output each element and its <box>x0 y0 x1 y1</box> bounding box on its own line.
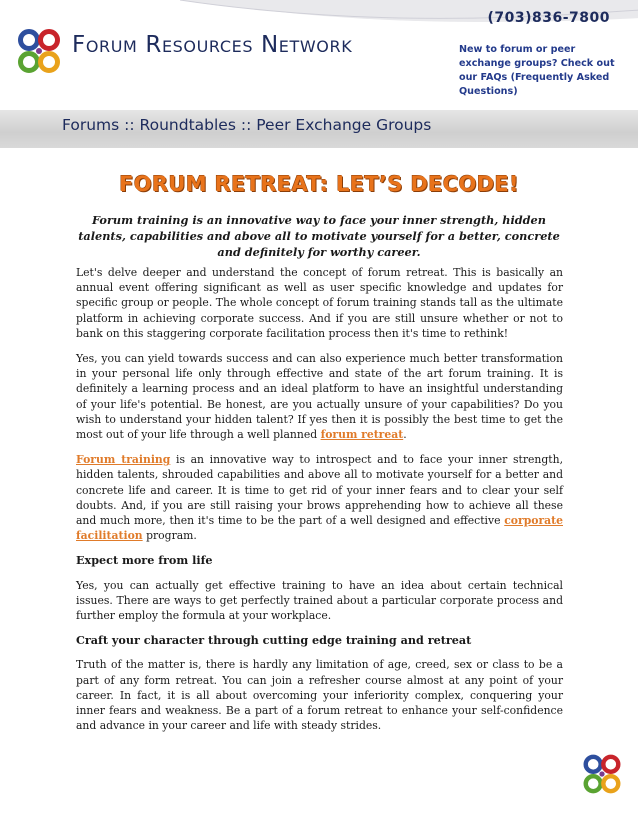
paragraph-5: Truth of the matter is, there is hardly any limitation of age, creed, sex or class to be a part of any form retreat. You can join a refresher course almost at any point of your career. In fact, it is all about overcoming your inferiority complex, conquering your inner fears and weakness. Be a part of a forum retreat to enhance your self-confidence and advance in your career and life with steady strides. <box>76 658 563 733</box>
paragraph-1: Let's delve deeper and understand the concept of forum retreat. This is basically an annual event offering significant as well as user specific knowledge and updates for specific group or people. The whole concept of forum training stands tall as the ultimate platform in achieving corporate success. And if you are still unsure whether or not to bank on this staggering corporate facilitation process then it's time to rethink! <box>76 266 563 340</box>
phone-number[interactable]: (703)836-7800 <box>487 10 610 26</box>
paragraph-3-end: program. <box>142 529 197 543</box>
footer-logo-rings-icon <box>580 752 624 796</box>
paragraph-2-end: . <box>403 428 407 442</box>
nav-item-forums[interactable]: Forums <box>62 116 120 134</box>
paragraph-3 <box>76 452 563 543</box>
nav-separator: :: <box>235 116 257 134</box>
paragraph-4: Yes, you can actually get effective training to have an idea about certain technical issues. There are ways to get perfectly trained about a particular corporate process and further employ the formula at your workplace. <box>76 578 563 623</box>
paragraph-3-text: is an innovative way to introspect and to face your inner strength, hidden talents, shrouded capabilities and above all to motivate yourself for a better and concrete life and career. It is time to get rid of your inner fears and to clear your self doubts. And, if you are still raising your brows apprehending how to achieve all these and much more, then it's time to be the part of a well designed and effective <box>76 453 564 528</box>
corporate-facilitation-link[interactable]: corporate facilitation <box>76 514 563 543</box>
paragraph-2-text: Yes, you can yield towards success and can also experience much better transformation in your personal life only through effective and state of the art forum training. It is definitely a learning process and an ideal platform to have an insightful understanding of your life's potential. Be honest, are you actually unsure of your capabilities? Do you wish to understand your hidden talent? If yes then it is possibly the best time to get the most out of your life through a well planned <box>76 352 563 442</box>
header-banner <box>0 0 638 158</box>
nav-item-roundtables[interactable]: Roundtables <box>139 116 236 134</box>
intro-paragraph: Forum training is an innovative way to face your inner strength, hidden talents, capabilities and above all to motivate yourself for a better, concrete and definitely for worthy career. <box>78 213 560 259</box>
article-body <box>76 265 563 743</box>
nav-breadcrumb <box>62 116 431 134</box>
subheading-craft-character: Craft your character through cutting edge training and retreat <box>76 633 472 648</box>
faq-note-link[interactable]: New to forum or peer exchange groups? Check out our FAQs (Frequently Asked Questions) <box>459 44 615 97</box>
logo-text[interactable]: Forum Resources Network <box>72 32 353 58</box>
nav-item-peer-exchange-groups[interactable]: Peer Exchange Groups <box>256 116 432 134</box>
paragraph-2 <box>76 351 563 442</box>
subheading-expect-more: Expect more from life <box>76 553 213 568</box>
nav-separator: :: <box>119 116 140 134</box>
page-title: FORUM RETREAT: LET’S DECODE! <box>119 172 519 196</box>
logo-rings-icon[interactable] <box>14 26 64 76</box>
forum-training-link[interactable]: Forum training <box>76 453 171 467</box>
forum-retreat-link[interactable]: forum retreat <box>320 428 404 442</box>
